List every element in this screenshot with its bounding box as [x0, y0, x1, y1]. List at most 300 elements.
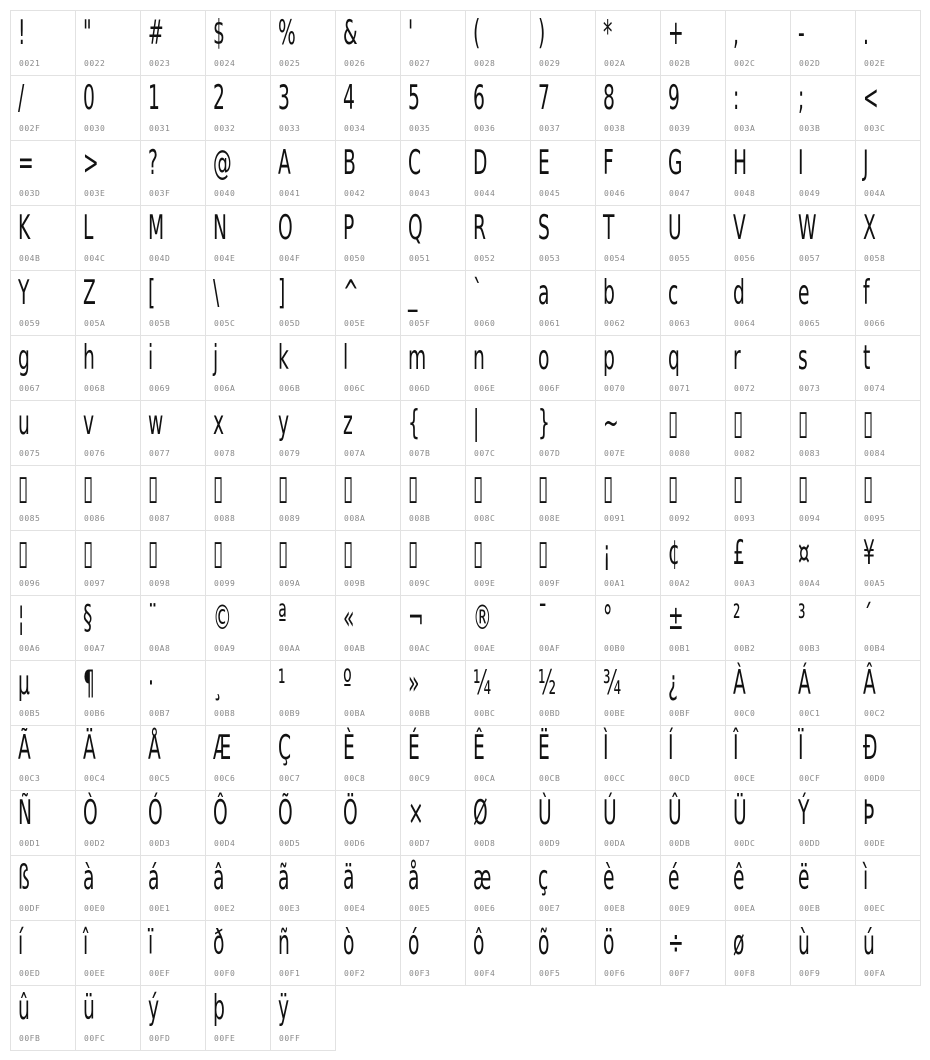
glyph: s [798, 338, 808, 378]
glyph-code: 0093 [734, 514, 756, 523]
glyph-code: 0067 [19, 384, 41, 393]
glyph: ▯ [733, 468, 744, 508]
glyph-cell-0094[interactable] [791, 466, 856, 531]
glyph: ) [538, 13, 546, 53]
glyph-code: 0078 [214, 449, 236, 458]
glyph-code: 008E [539, 514, 561, 523]
glyph-cell-005f[interactable] [401, 271, 466, 336]
glyph: @ [213, 143, 232, 183]
glyph-cell-00d5[interactable] [271, 791, 336, 856]
glyph: Z [83, 273, 96, 313]
glyph-cell-0054[interactable] [596, 206, 661, 271]
glyph-code: 008A [344, 514, 366, 523]
glyph: ▯ [408, 468, 419, 508]
glyph-code: 00C6 [214, 774, 236, 783]
glyph: ã [278, 858, 290, 898]
glyph-cell-00c1[interactable] [791, 661, 856, 726]
glyph-cell-00fa[interactable] [856, 921, 921, 986]
glyph-cell-00aa[interactable] [271, 596, 336, 661]
glyph-cell-005d[interactable] [271, 271, 336, 336]
glyph-cell-005b[interactable] [141, 271, 206, 336]
glyph-cell-0068[interactable] [76, 336, 141, 401]
glyph-cell-0038[interactable] [596, 76, 661, 141]
glyph-cell-00ba[interactable] [336, 661, 401, 726]
glyph-cell-0096[interactable] [11, 531, 76, 596]
glyph-cell-00dd[interactable] [791, 791, 856, 856]
glyph-cell-0063[interactable] [661, 271, 726, 336]
glyph-cell-0072[interactable] [726, 336, 791, 401]
glyph-code: 00D7 [409, 839, 431, 848]
glyph-cell-00c3[interactable] [11, 726, 76, 791]
glyph-cell-0026[interactable] [336, 11, 401, 76]
glyph-cell-0041[interactable] [271, 141, 336, 206]
glyph-code: 0079 [279, 449, 301, 458]
glyph: £ [733, 533, 745, 573]
glyph-cell-00f5[interactable] [531, 921, 596, 986]
glyph-cell-0025[interactable] [271, 11, 336, 76]
glyph-code: 009B [344, 579, 366, 588]
glyph: Þ [863, 793, 875, 833]
glyph-cell-0073[interactable] [791, 336, 856, 401]
glyph-cell-00b0[interactable] [596, 596, 661, 661]
glyph-cell-003c[interactable] [856, 76, 921, 141]
glyph-code: 0083 [799, 449, 821, 458]
glyph-cell-00d6[interactable] [336, 791, 401, 856]
glyph-cell-008b[interactable] [401, 466, 466, 531]
glyph-cell-00ce[interactable] [726, 726, 791, 791]
glyph-cell-0049[interactable] [791, 141, 856, 206]
glyph-code: 00FB [19, 1034, 41, 1043]
glyph: ¡ [603, 533, 611, 573]
glyph-cell-0042[interactable] [336, 141, 401, 206]
glyph-cell-007b[interactable] [401, 401, 466, 466]
glyph-cell-0077[interactable] [141, 401, 206, 466]
glyph-code: 002D [799, 59, 821, 68]
glyph-cell-0070[interactable] [596, 336, 661, 401]
glyph-cell-007a[interactable] [336, 401, 401, 466]
glyph-cell-009b[interactable] [336, 531, 401, 596]
glyph: { [408, 403, 420, 443]
glyph-cell-00a8[interactable] [141, 596, 206, 661]
glyph: g [18, 338, 30, 378]
glyph: Å [148, 728, 161, 768]
glyph-cell-0032[interactable] [206, 76, 271, 141]
glyph-cell-00b3[interactable] [791, 596, 856, 661]
glyph-cell-00ff[interactable] [271, 986, 336, 1051]
glyph-cell-0039[interactable] [661, 76, 726, 141]
glyph-code: 00DA [604, 839, 626, 848]
glyph: W [798, 208, 817, 248]
glyph-cell-008a[interactable] [336, 466, 401, 531]
glyph-code: 0070 [604, 384, 626, 393]
glyph: ç [538, 858, 549, 898]
glyph-cell-0023[interactable] [141, 11, 206, 76]
glyph-cell-00e3[interactable] [271, 856, 336, 921]
glyph: ▯ [668, 403, 679, 443]
glyph: y [278, 403, 290, 443]
glyph-cell-00e1[interactable] [141, 856, 206, 921]
glyph-cell-00a9[interactable] [206, 596, 271, 661]
glyph-cell-0085[interactable] [11, 466, 76, 531]
glyph-cell-0040[interactable] [206, 141, 271, 206]
glyph-code: 00F6 [604, 969, 626, 978]
glyph-cell-0079[interactable] [271, 401, 336, 466]
glyph-cell-0082[interactable] [726, 401, 791, 466]
glyph-cell-0024[interactable] [206, 11, 271, 76]
glyph-cell-00a2[interactable] [661, 531, 726, 596]
glyph-cell-0043[interactable] [401, 141, 466, 206]
glyph-cell-00f1[interactable] [271, 921, 336, 986]
glyph-code: 0051 [409, 254, 431, 263]
glyph-cell-00f3[interactable] [401, 921, 466, 986]
glyph-cell-00bc[interactable] [466, 661, 531, 726]
glyph-cell-00d4[interactable] [206, 791, 271, 856]
glyph-cell-009a[interactable] [271, 531, 336, 596]
glyph-code: 00B2 [734, 644, 756, 653]
glyph-code: 0077 [149, 449, 171, 458]
glyph-cell-0028[interactable] [466, 11, 531, 76]
glyph-cell-00e7[interactable] [531, 856, 596, 921]
glyph: r [733, 338, 741, 378]
glyph-cell-00c5[interactable] [141, 726, 206, 791]
glyph-cell-0034[interactable] [336, 76, 401, 141]
glyph-cell-0071[interactable] [661, 336, 726, 401]
glyph: ¾ [603, 663, 622, 703]
glyph-cell-007d[interactable] [531, 401, 596, 466]
glyph-code: 007C [474, 449, 496, 458]
glyph-code: 00D0 [864, 774, 886, 783]
glyph-cell-0075[interactable] [11, 401, 76, 466]
glyph-code: 008C [474, 514, 496, 523]
glyph-cell-00c7[interactable] [271, 726, 336, 791]
glyph-cell-004a[interactable] [856, 141, 921, 206]
glyph-cell-00d1[interactable] [11, 791, 76, 856]
glyph-cell-00d7[interactable] [401, 791, 466, 856]
glyph-cell-0093[interactable] [726, 466, 791, 531]
glyph-cell-0048[interactable] [726, 141, 791, 206]
glyph-cell-0050[interactable] [336, 206, 401, 271]
glyph-cell-005a[interactable] [76, 271, 141, 336]
glyph-cell-00a5[interactable] [856, 531, 921, 596]
glyph-cell-0065[interactable] [791, 271, 856, 336]
glyph-cell-00b5[interactable] [11, 661, 76, 726]
glyph-cell-00af[interactable] [531, 596, 596, 661]
glyph-cell-003a[interactable] [726, 76, 791, 141]
glyph-cell-0089[interactable] [271, 466, 336, 531]
glyph-cell-00db[interactable] [661, 791, 726, 856]
glyph: ▯ [278, 468, 289, 508]
glyph-cell-00ee[interactable] [76, 921, 141, 986]
glyph-cell-00c6[interactable] [206, 726, 271, 791]
glyph-cell-00df[interactable] [11, 856, 76, 921]
glyph-cell-0045[interactable] [531, 141, 596, 206]
glyph-cell-00e6[interactable] [466, 856, 531, 921]
glyph: I [798, 143, 804, 183]
glyph-cell-0069[interactable] [141, 336, 206, 401]
glyph-cell-0088[interactable] [206, 466, 271, 531]
glyph-cell-0051[interactable] [401, 206, 466, 271]
glyph-cell-0057[interactable] [791, 206, 856, 271]
glyph: } [538, 403, 550, 443]
glyph: É [408, 728, 420, 768]
glyph-cell-00da[interactable] [596, 791, 661, 856]
glyph-cell-0066[interactable] [856, 271, 921, 336]
glyph: Ö [343, 793, 358, 833]
glyph-cell-0074[interactable] [856, 336, 921, 401]
glyph-cell-00cc[interactable] [596, 726, 661, 791]
glyph: · [148, 663, 154, 703]
glyph-code: 0058 [864, 254, 886, 263]
glyph-cell-00a6[interactable] [11, 596, 76, 661]
glyph: § [83, 598, 93, 638]
glyph-cell-00eb[interactable] [791, 856, 856, 921]
glyph-cell-0076[interactable] [76, 401, 141, 466]
glyph-cell-009e[interactable] [466, 531, 531, 596]
glyph-cell-0027[interactable] [401, 11, 466, 76]
glyph-cell-0099[interactable] [206, 531, 271, 596]
glyph-cell-00c8[interactable] [336, 726, 401, 791]
glyph-cell-0083[interactable] [791, 401, 856, 466]
glyph-code: 0063 [669, 319, 691, 328]
glyph-cell-00c2[interactable] [856, 661, 921, 726]
glyph-code: 00E1 [149, 904, 171, 913]
glyph-cell-006e[interactable] [466, 336, 531, 401]
glyph: ▯ [733, 403, 744, 443]
glyph-cell-0095[interactable] [856, 466, 921, 531]
glyph-cell-00b2[interactable] [726, 596, 791, 661]
glyph-cell-00ed[interactable] [11, 921, 76, 986]
glyph-cell-00d9[interactable] [531, 791, 596, 856]
glyph-cell-0052[interactable] [466, 206, 531, 271]
glyph-cell-00b8[interactable] [206, 661, 271, 726]
glyph-cell-00cd[interactable] [661, 726, 726, 791]
glyph-cell-00f0[interactable] [206, 921, 271, 986]
glyph-cell-00f7[interactable] [661, 921, 726, 986]
glyph-cell-002a[interactable] [596, 11, 661, 76]
glyph-cell-006c[interactable] [336, 336, 401, 401]
glyph-cell-00ea[interactable] [726, 856, 791, 921]
glyph-cell-002b[interactable] [661, 11, 726, 76]
glyph-cell-006b[interactable] [271, 336, 336, 401]
glyph-cell-00e5[interactable] [401, 856, 466, 921]
glyph-cell-005e[interactable] [336, 271, 401, 336]
glyph-cell-00cf[interactable] [791, 726, 856, 791]
glyph-code: 0024 [214, 59, 236, 68]
glyph-cell-00cb[interactable] [531, 726, 596, 791]
glyph-cell-0097[interactable] [76, 531, 141, 596]
glyph-code: 00B0 [604, 644, 626, 653]
glyph-cell-003b[interactable] [791, 76, 856, 141]
glyph-cell-00c0[interactable] [726, 661, 791, 726]
glyph-cell-0021[interactable] [11, 11, 76, 76]
glyph-cell-00a3[interactable] [726, 531, 791, 596]
glyph-cell-00ae[interactable] [466, 596, 531, 661]
glyph-cell-0086[interactable] [76, 466, 141, 531]
glyph-code: 00AA [279, 644, 301, 653]
glyph-cell-00fd[interactable] [141, 986, 206, 1051]
glyph-cell-00a1[interactable] [596, 531, 661, 596]
glyph: ¿ [668, 663, 678, 703]
glyph-cell-008e[interactable] [531, 466, 596, 531]
glyph-cell-0030[interactable] [76, 76, 141, 141]
glyph-cell-005c[interactable] [206, 271, 271, 336]
glyph-cell-00b6[interactable] [76, 661, 141, 726]
glyph-cell-00a4[interactable] [791, 531, 856, 596]
glyph-cell-00ef[interactable] [141, 921, 206, 986]
glyph-cell-00dc[interactable] [726, 791, 791, 856]
glyph-cell-0058[interactable] [856, 206, 921, 271]
glyph-code: 00F5 [539, 969, 561, 978]
glyph: ô [473, 923, 485, 963]
glyph-cell-0047[interactable] [661, 141, 726, 206]
glyph-cell-00fe[interactable] [206, 986, 271, 1051]
glyph-cell-003e[interactable] [76, 141, 141, 206]
glyph-cell-0031[interactable] [141, 76, 206, 141]
glyph-cell-0091[interactable] [596, 466, 661, 531]
glyph-code: 0088 [214, 514, 236, 523]
glyph-cell-00b1[interactable] [661, 596, 726, 661]
glyph-cell-0064[interactable] [726, 271, 791, 336]
glyph: þ [213, 988, 225, 1028]
glyph-cell-003d[interactable] [11, 141, 76, 206]
glyph-cell-0078[interactable] [206, 401, 271, 466]
glyph-cell-00e9[interactable] [661, 856, 726, 921]
glyph-cell-00b7[interactable] [141, 661, 206, 726]
glyph-cell-003f[interactable] [141, 141, 206, 206]
glyph-cell-0033[interactable] [271, 76, 336, 141]
glyph-cell-00d2[interactable] [76, 791, 141, 856]
glyph-code: 00B8 [214, 709, 236, 718]
glyph-cell-00f9[interactable] [791, 921, 856, 986]
glyph-cell-00c4[interactable] [76, 726, 141, 791]
glyph-cell-00de[interactable] [856, 791, 921, 856]
glyph: ▯ [343, 533, 354, 573]
glyph-cell-00e4[interactable] [336, 856, 401, 921]
glyph-cell-00ab[interactable] [336, 596, 401, 661]
glyph-cell-0084[interactable] [856, 401, 921, 466]
glyph: ý [148, 988, 160, 1028]
glyph-code: 00B9 [279, 709, 301, 718]
glyph-cell-0080[interactable] [661, 401, 726, 466]
glyph-cell-00f8[interactable] [726, 921, 791, 986]
glyph-cell-0098[interactable] [141, 531, 206, 596]
glyph: ó [408, 923, 420, 963]
glyph-code: 00C0 [734, 709, 756, 718]
glyph: l [343, 338, 349, 378]
glyph-cell-0037[interactable] [531, 76, 596, 141]
glyph-cell-00b4[interactable] [856, 596, 921, 661]
glyph: h [83, 338, 95, 378]
glyph-cell-0060[interactable] [466, 271, 531, 336]
glyph-cell-0029[interactable] [531, 11, 596, 76]
glyph-cell-0056[interactable] [726, 206, 791, 271]
glyph-cell-00fc[interactable] [76, 986, 141, 1051]
glyph-cell-0036[interactable] [466, 76, 531, 141]
glyph-cell-006a[interactable] [206, 336, 271, 401]
glyph-cell-006f[interactable] [531, 336, 596, 401]
glyph-code: 00E9 [669, 904, 691, 913]
glyph-cell-0067[interactable] [11, 336, 76, 401]
glyph: $ [213, 13, 225, 53]
glyph-cell-00e8[interactable] [596, 856, 661, 921]
glyph-cell-0087[interactable] [141, 466, 206, 531]
glyph-code: 00DC [734, 839, 756, 848]
glyph-cell-0092[interactable] [661, 466, 726, 531]
glyph: i [148, 338, 154, 378]
glyph-cell-0059[interactable] [11, 271, 76, 336]
glyph-code: 006F [539, 384, 561, 393]
glyph-cell-00c9[interactable] [401, 726, 466, 791]
glyph: ö [603, 923, 615, 963]
glyph-cell-004d[interactable] [141, 206, 206, 271]
glyph-cell-007e[interactable] [596, 401, 661, 466]
glyph-cell-00ac[interactable] [401, 596, 466, 661]
glyph-cell-00bf[interactable] [661, 661, 726, 726]
glyph-code: 0064 [734, 319, 756, 328]
glyph-cell-00d8[interactable] [466, 791, 531, 856]
glyph: è [603, 858, 615, 898]
glyph-cell-0022[interactable] [76, 11, 141, 76]
glyph-code: 00C1 [799, 709, 821, 718]
glyph-code: 00B7 [149, 709, 171, 718]
glyph-cell-008c[interactable] [466, 466, 531, 531]
glyph-code: 00F7 [669, 969, 691, 978]
glyph-cell-00b9[interactable] [271, 661, 336, 726]
glyph-cell-002f[interactable] [11, 76, 76, 141]
glyph-cell-00e0[interactable] [76, 856, 141, 921]
glyph-code: 0036 [474, 124, 496, 133]
glyph-cell-0061[interactable] [531, 271, 596, 336]
glyph: û [18, 988, 30, 1028]
glyph-code: 00D1 [19, 839, 41, 848]
glyph-cell-00f6[interactable] [596, 921, 661, 986]
glyph-cell-004f[interactable] [271, 206, 336, 271]
glyph-cell-004b[interactable] [11, 206, 76, 271]
glyph-cell-00ec[interactable] [856, 856, 921, 921]
glyph-cell-00be[interactable] [596, 661, 661, 726]
glyph-cell-0046[interactable] [596, 141, 661, 206]
glyph-cell-00d0[interactable] [856, 726, 921, 791]
glyph-cell-00a7[interactable] [76, 596, 141, 661]
glyph-cell-00f4[interactable] [466, 921, 531, 986]
glyph-cell-0035[interactable] [401, 76, 466, 141]
glyph-code: 00D5 [279, 839, 301, 848]
glyph-cell-009c[interactable] [401, 531, 466, 596]
glyph: ¸ [213, 663, 223, 703]
glyph-cell-004e[interactable] [206, 206, 271, 271]
glyph-cell-0053[interactable] [531, 206, 596, 271]
glyph-cell-007c[interactable] [466, 401, 531, 466]
glyph-cell-006d[interactable] [401, 336, 466, 401]
glyph-cell-0055[interactable] [661, 206, 726, 271]
glyph-cell-002c[interactable] [726, 11, 791, 76]
glyph-cell-00bd[interactable] [531, 661, 596, 726]
glyph-cell-002d[interactable] [791, 11, 856, 76]
glyph-cell-00fb[interactable] [11, 986, 76, 1051]
glyph-cell-00d3[interactable] [141, 791, 206, 856]
glyph-cell-0062[interactable] [596, 271, 661, 336]
glyph-cell-00e2[interactable] [206, 856, 271, 921]
glyph-cell-002e[interactable] [856, 11, 921, 76]
glyph-cell-0044[interactable] [466, 141, 531, 206]
glyph-cell-00f2[interactable] [336, 921, 401, 986]
glyph: 2 [213, 78, 225, 118]
glyph-cell-00ca[interactable] [466, 726, 531, 791]
glyph-cell-00bb[interactable] [401, 661, 466, 726]
glyph-cell-009f[interactable] [531, 531, 596, 596]
glyph-cell-004c[interactable] [76, 206, 141, 271]
glyph-code: 004F [279, 254, 301, 263]
